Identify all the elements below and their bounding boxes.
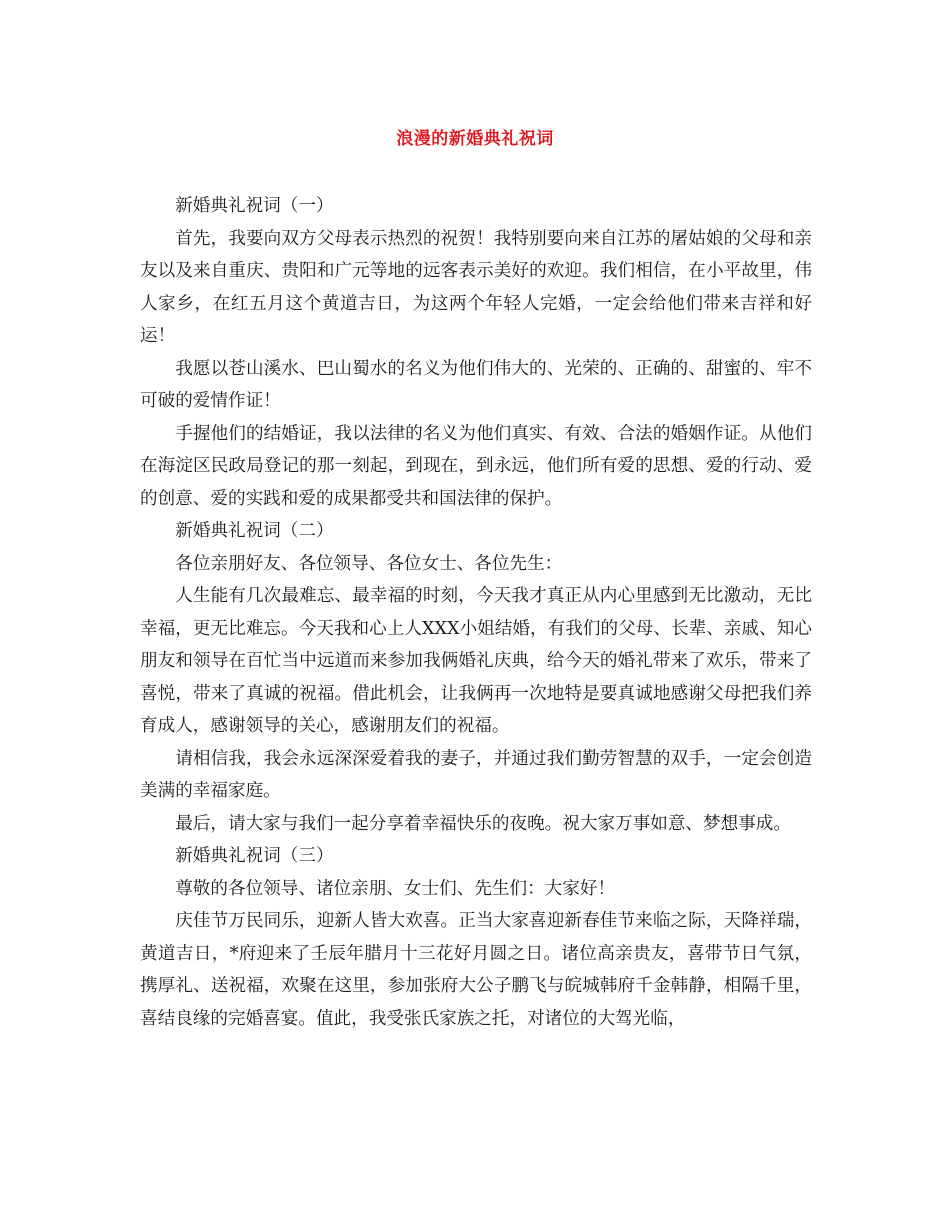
section-heading-2: 新婚典礼祝词（二） — [175, 521, 334, 541]
paragraph: 请相信我，我会永远深深爱着我的妻子，并通过我们勤劳智慧的双手，一定会创造美满的幸福家庭。 — [140, 748, 812, 801]
section-heading-1: 新婚典礼祝词（一） — [175, 196, 334, 216]
paragraph: 手握他们的结婚证，我以法律的名义为他们真实、有效、合法的婚姻作证。从他们在海淀区民政局登记的那一刻起，到现在，到永远，他们所有爱的思想、爱的行动、爱的创意、爱的实践和爱的成果都受共和国法律的保护。 — [140, 423, 812, 509]
document-body — [140, 190, 812, 1035]
document-title: 浪漫的新婚典礼祝词 — [396, 129, 554, 149]
paragraph: 人生能有几次最难忘、最幸福的时刻，今天我才真正从内心里感到无比激动，无比幸福，更无比难忘。今天我和心上人XXX小姐结婚，有我们的父母、长辈、亲戚、知心朋友和领导在百忙当中远道而来参加我俩婚礼庆典，给今天的婚礼带来了欢乐，带来了喜悦，带来了真诚的祝福。借此机会，让我俩再一次地特是要真诚地感谢父母把我们养育成人，感谢领导的关心，感谢朋友们的祝福。 — [140, 586, 812, 736]
paragraph: 庆佳节万民同乐，迎新人皆大欢喜。正当大家喜迎新春佳节来临之际，天降祥瑞，黄道吉日，*府迎来了壬辰年腊月十三花好月圆之日。诸位高亲贵友，喜带节日气氛，携厚礼、送祝福，欢聚在这里，参加张府大公子鹏飞与皖城韩府千金韩静，相隔千里，喜结良缘的完婚喜宴。值此，我受张氏家族之托，对诸位的大驾光临， — [140, 911, 812, 1029]
paragraph: 我愿以苍山溪水、巴山蜀水的名义为他们伟大的、光荣的、正确的、甜蜜的、牢不可破的爱情作证！ — [140, 358, 812, 411]
paragraph: 最后，请大家与我们一起分享着幸福快乐的夜晚。祝大家万事如意、梦想事成。 — [175, 813, 791, 834]
paragraph: 首先，我要向双方父母表示热烈的祝贺！我特别要向来自江苏的屠姑娘的父母和亲友以及来自重庆、贵阳和广元等地的远客表示美好的欢迎。我们相信，在小平故里，伟人家乡，在红五月这个黄道吉日，为这两个年轻人完婚，一定会给他们带来吉祥和好运！ — [140, 228, 812, 346]
section-heading-3: 新婚典礼祝词（三） — [175, 846, 334, 866]
paragraph: 尊敬的各位领导、诸位亲朋、女士们、先生们：大家好！ — [175, 878, 616, 899]
paragraph: 各位亲朋好友、各位领导、各位女士、各位先生： — [175, 553, 563, 574]
